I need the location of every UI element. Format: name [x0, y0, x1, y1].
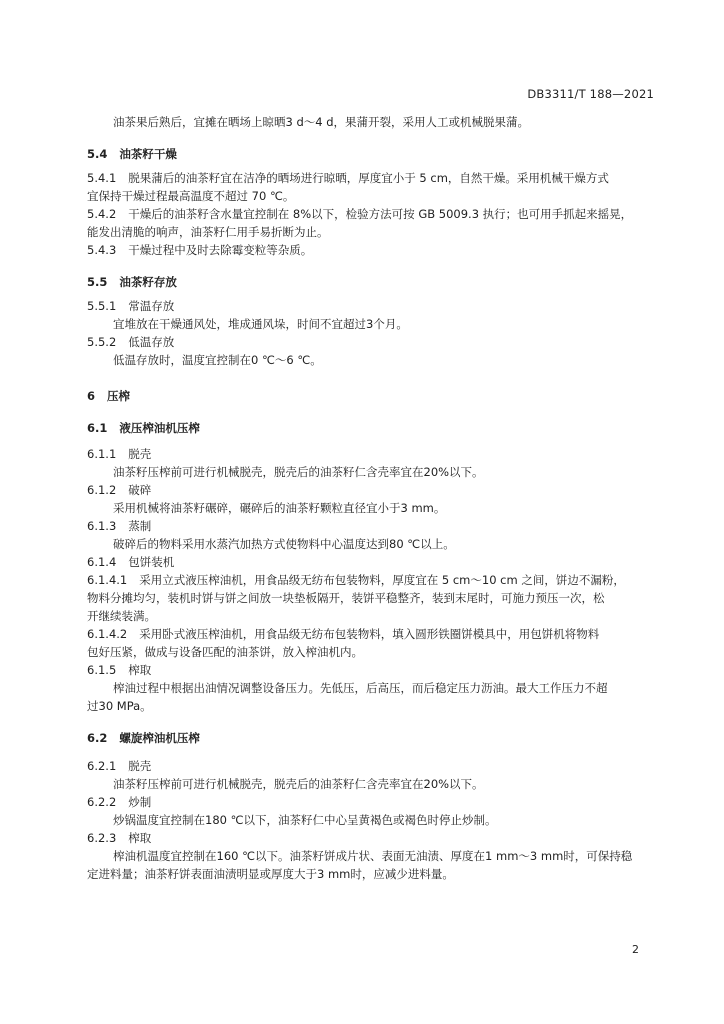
section-heading — [87, 729, 657, 747]
page-number: 2 — [632, 943, 639, 956]
clause-text: 脱果蒲后的油茶籽宜在洁净的晒场进行晾晒，厚度宜小于 5 cm，自然干燥。采用机械干燥方式 — [128, 171, 609, 185]
clause-number: 6.1.4 — [87, 555, 117, 569]
clause-title: 脱壳 — [128, 759, 152, 773]
clause-title: 包饼装机 — [128, 555, 175, 569]
clause-number: 6.2.3 — [87, 831, 117, 845]
clause — [87, 625, 657, 643]
section-heading — [87, 419, 657, 437]
clause-text: 干燥后的油茶籽含水量宜控制在 8%以下，检验方法可按 GB 5009.3 执行；也可用手抓起来摇晃， — [128, 207, 633, 221]
clause-number: 5.4.3 — [87, 243, 117, 257]
clause-title: 蒸制 — [128, 519, 152, 533]
clause — [87, 571, 657, 589]
clause-text: 榨油过程中根据出油情况调整设备压力。先低压，后高压，而后稳定压力沥油。最大工作压力不超 — [113, 681, 608, 695]
clause-number: 6.1.4.1 — [87, 573, 128, 587]
clause-title: 常温存放 — [128, 299, 175, 313]
clause-heading — [87, 445, 657, 463]
clause-number: 5.5.2 — [87, 335, 117, 349]
clause-continuation: 开继续装满。 — [87, 609, 156, 623]
clause-number: 6.1.1 — [87, 447, 117, 461]
clause — [87, 169, 657, 187]
chapter-heading — [87, 387, 657, 405]
clause-title: 破碎 — [128, 483, 152, 497]
clause-number: 6.2.1 — [87, 759, 117, 773]
clause-text: 采用机械将油茶籽碾碎，碾碎后的油茶籽颗粒直径宜小于3 mm。 — [113, 501, 446, 515]
standard-number: DB3311/T 188—2021 — [527, 87, 654, 101]
chapter-number: 6 — [87, 389, 96, 403]
section-number: 5.4 — [87, 147, 108, 161]
section-title: 油茶籽存放 — [119, 275, 177, 289]
clause-number: 6.2.2 — [87, 795, 117, 809]
clause-number: 6.1.2 — [87, 483, 117, 497]
clause-number: 6.1.4.2 — [87, 627, 128, 641]
clause-title: 炒制 — [128, 795, 152, 809]
clause-text: 采用卧式液压榨油机，用食品级无纺布包装物料，填入圆形铁圈饼模具中，用包饼机将物料 — [139, 627, 600, 641]
section-title: 油茶籽干燥 — [119, 147, 177, 161]
paragraph: 油茶果后熟后，宜摊在晒场上晾晒3 d～4 d，果蒲开裂，采用人工或机械脱果蒲。 — [113, 115, 530, 129]
clause-continuation: 包好压紧，做成与设备匹配的油茶饼，放入榨油机内。 — [87, 645, 363, 659]
clause-continuation: 定进料量；油茶籽饼表面油渍明显或厚度大于3 mm时，应减少进料量。 — [87, 867, 454, 881]
clause — [87, 241, 657, 259]
clause-continuation: 能发出清脆的响声，油茶籽仁用手易折断为止。 — [87, 225, 329, 239]
clause-number: 6.1.5 — [87, 663, 117, 677]
section-number: 6.2 — [87, 731, 108, 745]
clause-text: 油茶籽压榨前可进行机械脱壳，脱壳后的油茶籽仁含壳率宜在20%以下。 — [113, 777, 484, 791]
clause-title: 脱壳 — [128, 447, 152, 461]
section-title: 螺旋榨油机压榨 — [119, 731, 200, 745]
clause-continuation: 物料分摊均匀，装机时饼与饼之间放一块垫板隔开，装饼平稳整齐，装到末尾时，可施力预压一次，松 — [87, 591, 605, 605]
clause-title: 低温存放 — [128, 335, 175, 349]
clause-heading — [87, 661, 657, 679]
clause-heading — [87, 333, 657, 351]
clause-title: 榨取 — [128, 831, 152, 845]
clause-heading — [87, 793, 657, 811]
clause — [87, 205, 657, 223]
document-body — [87, 113, 657, 883]
clause-heading — [87, 481, 657, 499]
section-heading — [87, 145, 657, 163]
clause-heading — [87, 517, 657, 535]
clause-number: 5.4.2 — [87, 207, 117, 221]
clause-heading — [87, 297, 657, 315]
clause-text: 宜堆放在干燥通风处，堆成通风垛，时间不宜超过3个月。 — [113, 317, 408, 331]
section-number: 6.1 — [87, 421, 108, 435]
clause-text: 干燥过程中及时去除霉变粒等杂质。 — [128, 243, 313, 257]
clause-number: 5.5.1 — [87, 299, 117, 313]
clause-continuation: 宜保持干燥过程最高温度不超过 70 ℃。 — [87, 189, 295, 203]
section-number: 5.5 — [87, 275, 108, 289]
clause-text: 采用立式液压榨油机，用食品级无纺布包装物料，厚度宜在 5 cm～10 cm 之间，饼边不漏粉， — [139, 573, 625, 587]
clause-number: 6.1.3 — [87, 519, 117, 533]
clause-title: 榨取 — [128, 663, 152, 677]
chapter-title: 压榨 — [107, 389, 131, 403]
section-heading — [87, 273, 657, 291]
clause-continuation: 过30 MPa。 — [87, 699, 152, 713]
clause-heading — [87, 757, 657, 775]
clause-text: 破碎后的物料采用水蒸汽加热方式使物料中心温度达到80 ℃以上。 — [113, 537, 455, 551]
clause-text: 油茶籽压榨前可进行机械脱壳，脱壳后的油茶籽仁含壳率宜在20%以下。 — [113, 465, 484, 479]
clause-number: 5.4.1 — [87, 171, 117, 185]
clause-text: 低温存放时，温度宜控制在0 ℃～6 ℃。 — [113, 353, 322, 367]
clause-heading — [87, 829, 657, 847]
clause-text: 炒锅温度宜控制在180 ℃以下，油茶籽仁中心呈黄褐色或褐色时停止炒制。 — [113, 813, 497, 827]
clause-heading — [87, 553, 657, 571]
section-title: 液压榨油机压榨 — [119, 421, 200, 435]
clause-text: 榨油机温度宜控制在160 ℃以下。油茶籽饼成片状、表面无油渍、厚度在1 mm～3 mm时，可保持稳 — [113, 849, 633, 863]
